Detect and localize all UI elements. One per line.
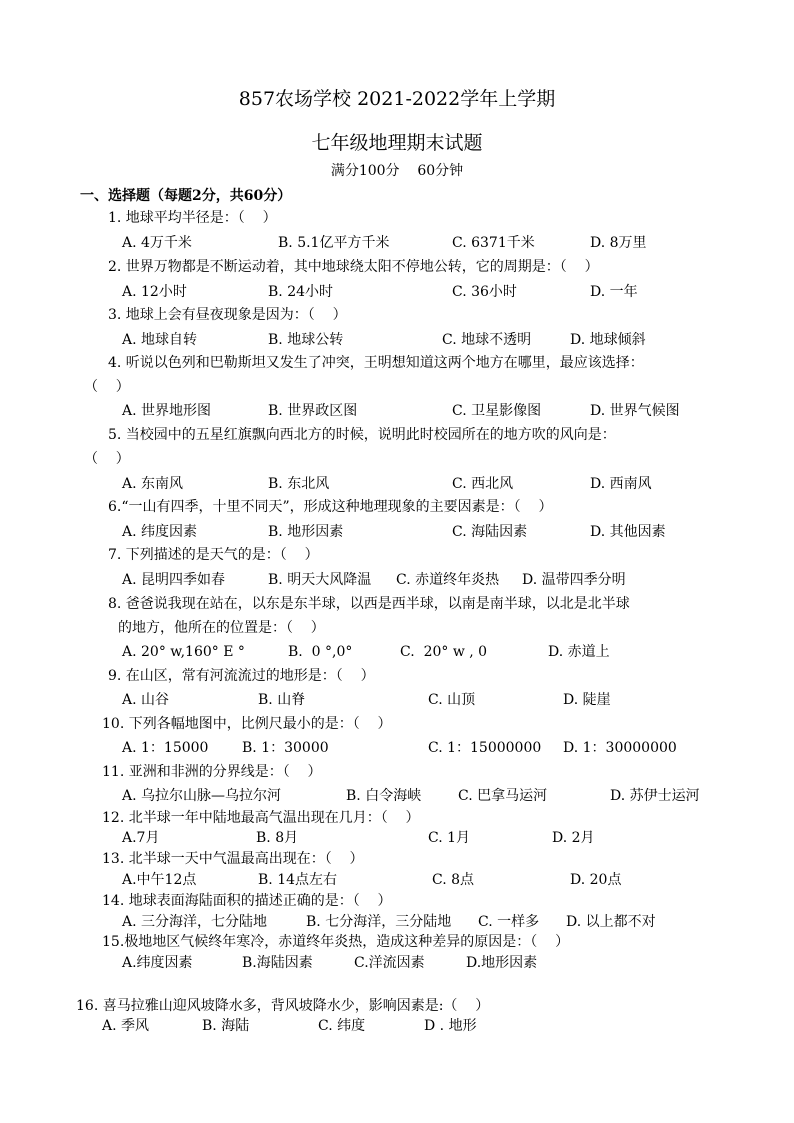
- option-a: A. 4万千米: [122, 235, 192, 251]
- option-c: C. 纬度: [318, 1018, 366, 1034]
- option-c: C. 1月: [428, 830, 471, 846]
- option-b: B. 8月: [256, 830, 299, 846]
- section-title: 一、选择题（每题2分，共60分）: [80, 188, 292, 204]
- question-stem: 6.“一山有四季，十里不同天”，形成这种地理现象的主要因素是：（ ）: [108, 499, 553, 515]
- option-b: B. 24小时: [268, 284, 334, 300]
- option-a: A.中午12点: [122, 872, 197, 888]
- option-b: B. 东北风: [268, 476, 330, 492]
- option-d: D. 其他因素: [590, 524, 666, 540]
- option-b: B. 白令海峡: [346, 788, 422, 804]
- option-a: A. 世界地形图: [122, 403, 212, 419]
- question-stem: 7. 下列描述的是天气的是：（ ）: [108, 547, 319, 563]
- option-c: C. 36小时: [452, 284, 517, 300]
- option-c: C. 西北风: [452, 476, 514, 492]
- question-stem: 4. 听说以色列和巴勒斯坦又发生了冲突，王明想知道这两个地方在哪里，最应该选择：: [108, 355, 644, 371]
- option-a: A. 山谷: [122, 692, 170, 708]
- option-c: C. 1：15000000: [428, 740, 542, 756]
- option-a: A. 地球自转: [122, 332, 198, 348]
- option-b: B. 七分海洋，三分陆地: [306, 914, 452, 930]
- option-d: D. 以上都不对: [566, 914, 656, 930]
- option-c: C.洋流因素: [354, 955, 425, 971]
- score-time: 满分100分 60分钟: [330, 163, 464, 179]
- question-stem: 5. 当校园中的五星红旗飘向西北方的时候，说明此时校园所在的地方吹的风向是：: [108, 427, 616, 443]
- question-stem: 12. 北半球一年中陆地最高气温出现在几月：（ ）: [102, 810, 420, 826]
- question-stem: 10. 下列各幅地图中，比例尺最小的是：（ ）: [102, 716, 392, 732]
- option-b: B. 0 °,0°: [288, 644, 353, 660]
- option-d: D. 温带四季分明: [522, 572, 626, 588]
- question-stem: 2. 世界万物都是不断运动着，其中地球绕太阳不停地公转，它的周期是：（ ）: [108, 259, 599, 275]
- question-stem: 11. 亚洲和非洲的分界线是：（ ）: [102, 764, 322, 780]
- option-c: C. 地球不透明: [442, 332, 532, 348]
- option-c: C. 山顶: [428, 692, 476, 708]
- option-b: B. 5.1亿平方千米: [278, 235, 390, 251]
- option-a: A. 1：15000: [122, 740, 209, 756]
- option-b: B. 山脊: [258, 692, 306, 708]
- option-d: D. 赤道上: [548, 644, 610, 660]
- option-d: D. 苏伊士运河: [610, 788, 700, 804]
- option-c: C. 8点: [432, 872, 475, 888]
- option-a: A.7月: [122, 830, 160, 846]
- option-c: C. 海陆因素: [452, 524, 528, 540]
- option-c: C. 卫星影像图: [452, 403, 542, 419]
- option-d: D. 陡崖: [563, 692, 611, 708]
- option-a: A. 昆明四季如春: [122, 572, 226, 588]
- option-a: A. 20° w,160° E °: [122, 644, 245, 660]
- option-a: A. 东南风: [122, 476, 184, 492]
- option-d: D. 2月: [552, 830, 595, 846]
- option-a: A. 纬度因素: [122, 524, 198, 540]
- question-stem: 16. 喜马拉雅山迎风坡降水多，背风坡降水少，影响因素是:（ ）: [76, 998, 490, 1014]
- school-title: 857农场学校 2021-2022学年上学期: [238, 88, 556, 110]
- option-b: B. 地球公转: [268, 332, 344, 348]
- option-d: D. 1：30000000: [563, 740, 677, 756]
- option-c: C. 巴拿马运河: [458, 788, 548, 804]
- option-d: D. 西南风: [590, 476, 652, 492]
- question-stem: 8. 爸爸说我现在站在，以东是东半球，以西是西半球，以南是南半球，以北是北半球: [108, 596, 630, 612]
- option-d: D. 8万里: [590, 235, 647, 251]
- option-a: A. 季风: [102, 1018, 150, 1034]
- option-b: B. 14点左右: [258, 872, 338, 888]
- option-b: B. 海陆: [202, 1018, 250, 1034]
- option-c: C. 一样多: [478, 914, 540, 930]
- question-stem: 14. 地球表面海陆面积的描述正确的是：（ ）: [102, 893, 392, 909]
- question-stem: 1. 地球平均半径是：（ ）: [108, 210, 277, 226]
- question-stem: 9. 在山区，常有河流流过的地形是：（ ）: [108, 668, 375, 684]
- question-stem: 15.极地地区气候终年寒冷，赤道终年炎热，造成这种差异的原因是：（ ）: [102, 934, 570, 950]
- question-stem-continued: 的地方，他所在的位置是：（ ）: [118, 620, 325, 636]
- option-d: D. 世界气候图: [590, 403, 680, 419]
- question-stem: 13. 北半球一天中气温最高出现在：（ ）: [102, 851, 364, 867]
- question-stem: 3. 地球上会有昼夜现象是因为：（ ）: [108, 307, 347, 323]
- question-stem-continued: （ ）: [84, 379, 130, 395]
- option-b: B. 世界政区图: [268, 403, 358, 419]
- option-d: D . 地形: [424, 1018, 477, 1034]
- option-a: A. 12小时: [122, 284, 187, 300]
- exam-title: 七年级地理期末试题: [311, 132, 483, 154]
- option-b: B. 1：30000: [242, 740, 329, 756]
- option-b: B. 地形因素: [268, 524, 344, 540]
- option-a: A. 三分海洋，七分陆地: [122, 914, 268, 930]
- option-d: D. 一年: [590, 284, 638, 300]
- option-a: A.纬度因素: [122, 955, 193, 971]
- option-c: C. 赤道终年炎热: [396, 572, 500, 588]
- option-c: C. 6371千米: [452, 235, 535, 251]
- option-c: C. 20° w , 0: [400, 644, 488, 660]
- question-stem-continued: （ ）: [84, 451, 130, 467]
- option-d: D. 20点: [570, 872, 622, 888]
- option-d: D. 地球倾斜: [570, 332, 646, 348]
- option-b: B.海陆因素: [242, 955, 313, 971]
- option-a: A. 乌拉尔山脉—乌拉尔河: [122, 788, 282, 804]
- option-d: D.地形因素: [466, 955, 538, 971]
- option-b: B. 明天大风降温: [268, 572, 372, 588]
